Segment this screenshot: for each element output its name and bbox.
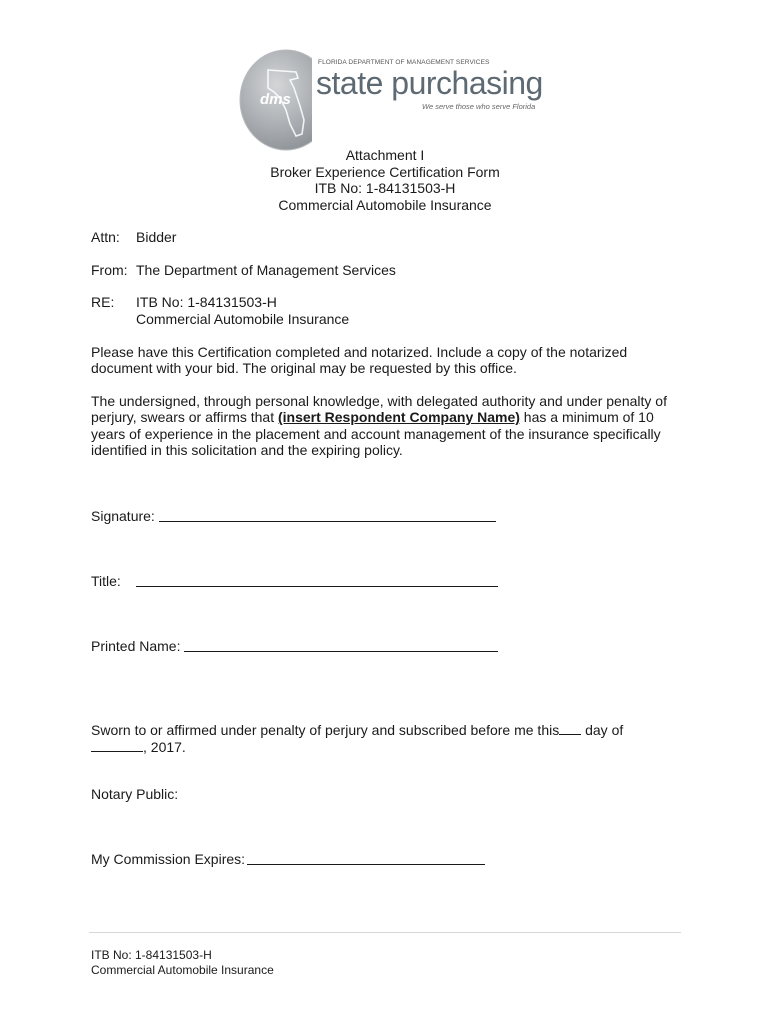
- statement-line-2-start: perjury, swears or affirms that: [91, 409, 278, 425]
- attachment-title: Attachment I: [345, 147, 425, 163]
- sworn-line-2: [91, 737, 186, 756]
- form-title: Broker Experience Certification Form: [270, 164, 500, 180]
- from-value: The Department of Management Services: [136, 262, 396, 278]
- itb-number: ITB No: 1-84131503-H: [314, 180, 456, 196]
- commission-expires-line[interactable]: [247, 850, 485, 865]
- re-solicitation-title: Commercial Automobile Insurance: [136, 311, 350, 327]
- sworn-year: , 2017.: [143, 739, 186, 755]
- footer-itb-number: ITB No: 1-84131503-H: [91, 948, 212, 962]
- signature-label: Signature:: [91, 508, 155, 524]
- logo-agency-name: FLORIDA DEPARTMENT OF MANAGEMENT SERVICES: [318, 59, 490, 66]
- statement-line-4: identified in this solicitation and the expiring policy.: [91, 442, 403, 458]
- month-blank[interactable]: [91, 737, 143, 752]
- florida-seal-icon: [238, 48, 312, 156]
- instructions-line-2: document with your bid. The original may be requested by this office.: [91, 360, 517, 376]
- dms-state-purchasing-logo: [238, 48, 543, 158]
- attn-value: Bidder: [136, 229, 177, 245]
- title-label: Title:: [91, 573, 121, 589]
- statement-line-2: [91, 409, 654, 426]
- sworn-line-1: [91, 720, 623, 739]
- signature-line[interactable]: [159, 507, 496, 522]
- from-label: From:: [91, 262, 128, 278]
- day-blank[interactable]: [559, 720, 581, 735]
- footer-solicitation-title: Commercial Automobile Insurance: [91, 963, 274, 977]
- statement-line-3: years of experience in the placement and account management of the insurance specifically: [91, 426, 661, 442]
- title-line[interactable]: [136, 572, 498, 587]
- attn-label: Attn:: [91, 229, 120, 245]
- svg-text:dms: dms: [260, 91, 291, 108]
- re-label: RE:: [91, 294, 115, 310]
- statement-line-2-end: has a minimum of 10: [519, 409, 654, 425]
- instructions-line-1: Please have this Certification completed and notarized. Include a copy of the notarized: [91, 344, 628, 360]
- commission-expires-label: My Commission Expires:: [91, 851, 246, 867]
- sworn-day-of: day of: [581, 722, 624, 738]
- logo-title: state purchasing: [316, 65, 543, 101]
- statement-line-1: The undersigned, through personal knowledge, with delegated authority and under penalty of: [91, 393, 667, 409]
- notary-public-label: Notary Public:: [91, 786, 179, 802]
- sworn-text: Sworn to or affirmed under penalty of perjury and subscribed before me this: [91, 722, 560, 738]
- printed-name-line[interactable]: [184, 637, 498, 652]
- logo-tagline: We serve those who serve Florida: [422, 102, 536, 111]
- footer-divider: [89, 932, 681, 933]
- solicitation-title: Commercial Automobile Insurance: [278, 197, 492, 213]
- respondent-company-placeholder: (insert Respondent Company Name): [277, 409, 520, 425]
- printed-name-label: Printed Name:: [91, 638, 181, 654]
- re-itb-number: ITB No: 1-84131503-H: [136, 294, 277, 310]
